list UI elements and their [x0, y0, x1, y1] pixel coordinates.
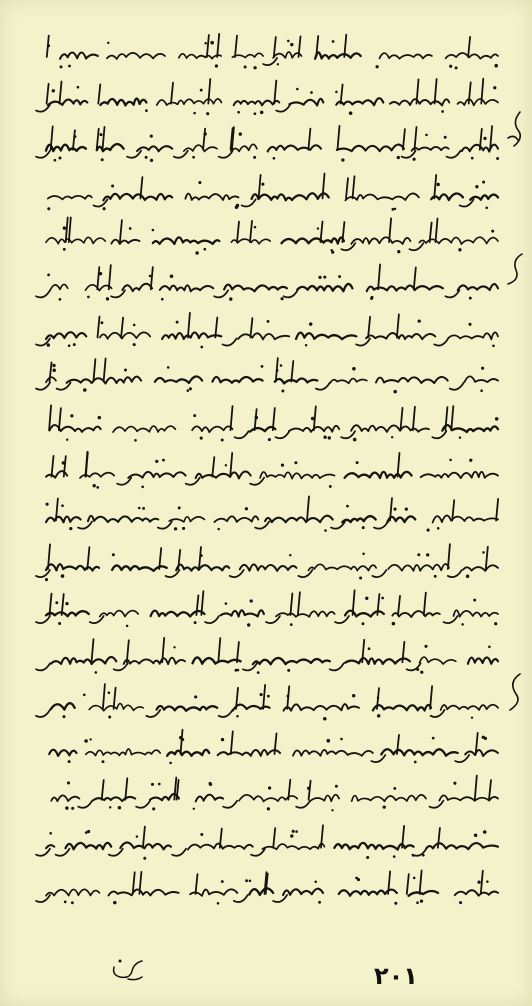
handwriting-stroke: [40, 358, 502, 400]
manuscript-line: [40, 79, 502, 115]
handwriting-stroke: [40, 637, 502, 679]
handwriting-stroke: [40, 776, 502, 818]
page-number: ٢٠١: [374, 962, 418, 990]
handwriting-stroke: [40, 451, 502, 493]
handwriting-stroke: [40, 218, 502, 260]
manuscript-line: [40, 637, 502, 673]
handwriting-stroke: [40, 311, 502, 353]
manuscript-line: [40, 730, 502, 766]
manuscript-line: [40, 265, 502, 301]
manuscript-line: [40, 776, 502, 812]
manuscript-text-block: [40, 32, 502, 932]
handwriting-stroke: [40, 497, 502, 539]
manuscript-line: [40, 451, 502, 487]
handwriting-stroke: [40, 683, 502, 725]
margin-note-mark: [500, 108, 528, 168]
manuscript-line: [40, 32, 502, 68]
handwriting-stroke: [40, 32, 502, 74]
manuscript-line: [40, 218, 502, 254]
margin-note-mark: [500, 248, 528, 308]
margin-note-mark: [500, 668, 528, 728]
catchword-mark: [108, 955, 148, 985]
manuscript-line: [40, 683, 502, 719]
handwriting-stroke: [40, 79, 502, 121]
manuscript-line: [40, 497, 502, 533]
handwriting-stroke: [40, 869, 502, 911]
manuscript-line: [40, 172, 502, 208]
handwriting-stroke: [40, 404, 502, 446]
handwriting-stroke: [40, 823, 502, 865]
manuscript-line: [40, 544, 502, 580]
handwriting-stroke: [40, 172, 502, 214]
handwriting-stroke: [40, 730, 502, 772]
handwriting-stroke: [40, 544, 502, 586]
handwriting-stroke: [40, 590, 502, 632]
manuscript-line: [40, 125, 502, 161]
manuscript-line: [40, 869, 502, 905]
manuscript-line: [40, 358, 502, 394]
manuscript-line: [40, 590, 502, 626]
manuscript-line: [40, 311, 502, 347]
handwriting-stroke: [40, 265, 502, 307]
manuscript-line: [40, 823, 502, 859]
manuscript-line: [40, 404, 502, 440]
handwriting-stroke: [40, 125, 502, 167]
